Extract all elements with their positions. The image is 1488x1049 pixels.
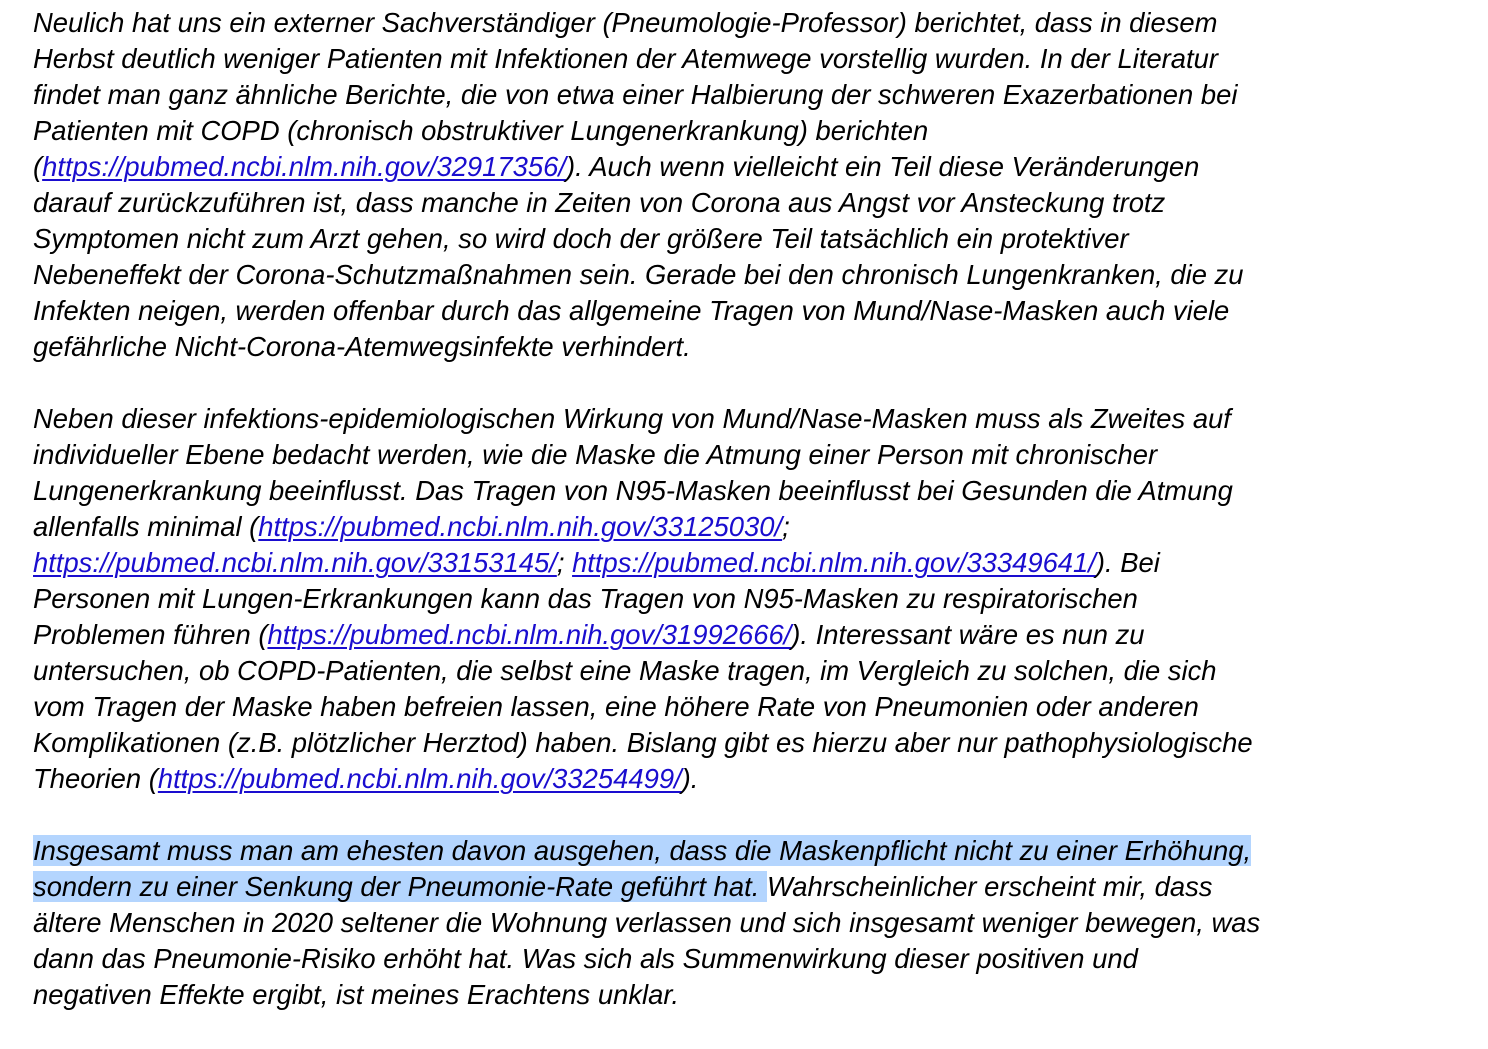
text-line: Nebeneffekt der Corona-Schutzmaßnahmen sein. Gerade bei den chronisch Lungenkranken, die zu <box>33 259 1244 290</box>
text-line: Symptomen nicht zum Arzt gehen, so wird doch der größere Teil tatsächlich ein protektiver <box>33 223 1129 254</box>
text-line: individueller Ebene bedacht werden, wie die Maske die Atmung einer Person mit chronischer <box>33 439 1158 470</box>
text-line: Personen mit Lungen-Erkrankungen kann das Tragen von N95-Masken zu respiratorischen <box>33 583 1138 614</box>
paragraph-1 <box>33 5 1483 365</box>
text-fragment: ). Bei <box>1095 547 1160 578</box>
text-fragment: Theorien ( <box>33 763 158 794</box>
text-fragment: Wahrscheinlicher erscheint mir, dass <box>766 871 1213 902</box>
pubmed-link-33125030[interactable]: https://pubmed.ncbi.nlm.nih.gov/33125030/ <box>258 511 783 542</box>
text-line: Lungenerkrankung beeinflusst. Das Tragen von N95-Masken beeinflusst bei Gesunden die Atmung <box>33 475 1233 506</box>
pubmed-link-33153145[interactable]: https://pubmed.ncbi.nlm.nih.gov/33153145/ <box>33 547 557 578</box>
pubmed-link-31992666[interactable]: https://pubmed.ncbi.nlm.nih.gov/31992666/ <box>267 619 792 650</box>
text-line: negativen Effekte ergibt, ist meines Erachtens unklar. <box>33 979 680 1010</box>
pubmed-link-33349641[interactable]: https://pubmed.ncbi.nlm.nih.gov/33349641/ <box>572 547 1096 578</box>
text-line: gefährliche Nicht-Corona-Atemwegsinfekte verhindert. <box>33 331 691 362</box>
text-line: ältere Menschen in 2020 seltener die Wohnung verlassen und sich insgesamt weniger bewegen, was <box>33 907 1261 938</box>
text-line: Patienten mit COPD (chronisch obstruktiver Lungenerkrankung) berichten <box>33 115 929 146</box>
paragraph-3 <box>33 833 1483 1013</box>
pubmed-link-32917356[interactable]: https://pubmed.ncbi.nlm.nih.gov/32917356/ <box>42 151 566 182</box>
text-line: untersuchen, ob COPD-Patienten, die selbst eine Maske tragen, im Vergleich zu solchen, die sich <box>33 655 1217 686</box>
text-line: Neulich hat uns ein externer Sachverständiger (Pneumologie-Professor) berichtet, dass in diesem <box>33 7 1218 38</box>
paragraph-2 <box>33 401 1483 797</box>
selected-text[interactable]: sondern zu einer Senkung der Pneumonie-Rate geführt hat. <box>33 871 767 902</box>
text-line: darauf zurückzuführen ist, dass manche in Zeiten von Corona aus Angst vor Ansteckung trotz <box>33 187 1166 218</box>
pubmed-link-33254499[interactable]: https://pubmed.ncbi.nlm.nih.gov/33254499/ <box>157 763 682 794</box>
text-fragment: ; <box>556 547 573 578</box>
text-line <box>33 617 1483 653</box>
text-line: Neben dieser infektions-epidemiologischen Wirkung von Mund/Nase-Masken muss als Zweites auf <box>33 403 1231 434</box>
text-fragment: ). <box>681 763 699 794</box>
text-fragment: ). Auch wenn vielleicht ein Teil diese Veränderungen <box>565 151 1200 182</box>
document-page <box>33 5 1483 1049</box>
text-line: Infekten neigen, werden offenbar durch das allgemeine Tragen von Mund/Nase-Masken auch viele <box>33 295 1230 326</box>
text-line <box>33 149 1483 185</box>
text-fragment: Problemen führen ( <box>33 619 268 650</box>
text-line <box>33 545 1483 581</box>
text-fragment: ( <box>33 151 43 182</box>
selected-text[interactable]: Insgesamt muss man am ehesten davon ausgehen, dass die Maskenpflicht nicht zu einer Erhöhung, <box>33 835 1252 866</box>
text-line: findet man ganz ähnliche Berichte, die von etwa einer Halbierung der schweren Exazerbationen bei <box>33 79 1238 110</box>
text-line: Herbst deutlich weniger Patienten mit Infektionen der Atemwege vorstellig wurden. In der Literatur <box>33 43 1219 74</box>
text-line: vom Tragen der Maske haben befreien lassen, eine höhere Rate von Pneumonien oder anderen <box>33 691 1199 722</box>
text-line <box>33 761 1483 797</box>
text-fragment: ; <box>782 511 790 542</box>
text-line <box>33 509 1483 545</box>
text-line <box>33 833 1483 869</box>
text-line: Komplikationen (z.B. plötzlicher Herztod) haben. Bislang gibt es hierzu aber nur pathophysiologische <box>33 727 1253 758</box>
text-fragment: allenfalls minimal ( <box>33 511 259 542</box>
text-line: dann das Pneumonie-Risiko erhöht hat. Was sich als Summenwirkung dieser positiven und <box>33 943 1138 974</box>
text-fragment: ). Interessant wäre es nun zu <box>791 619 1145 650</box>
text-line <box>33 869 1483 905</box>
